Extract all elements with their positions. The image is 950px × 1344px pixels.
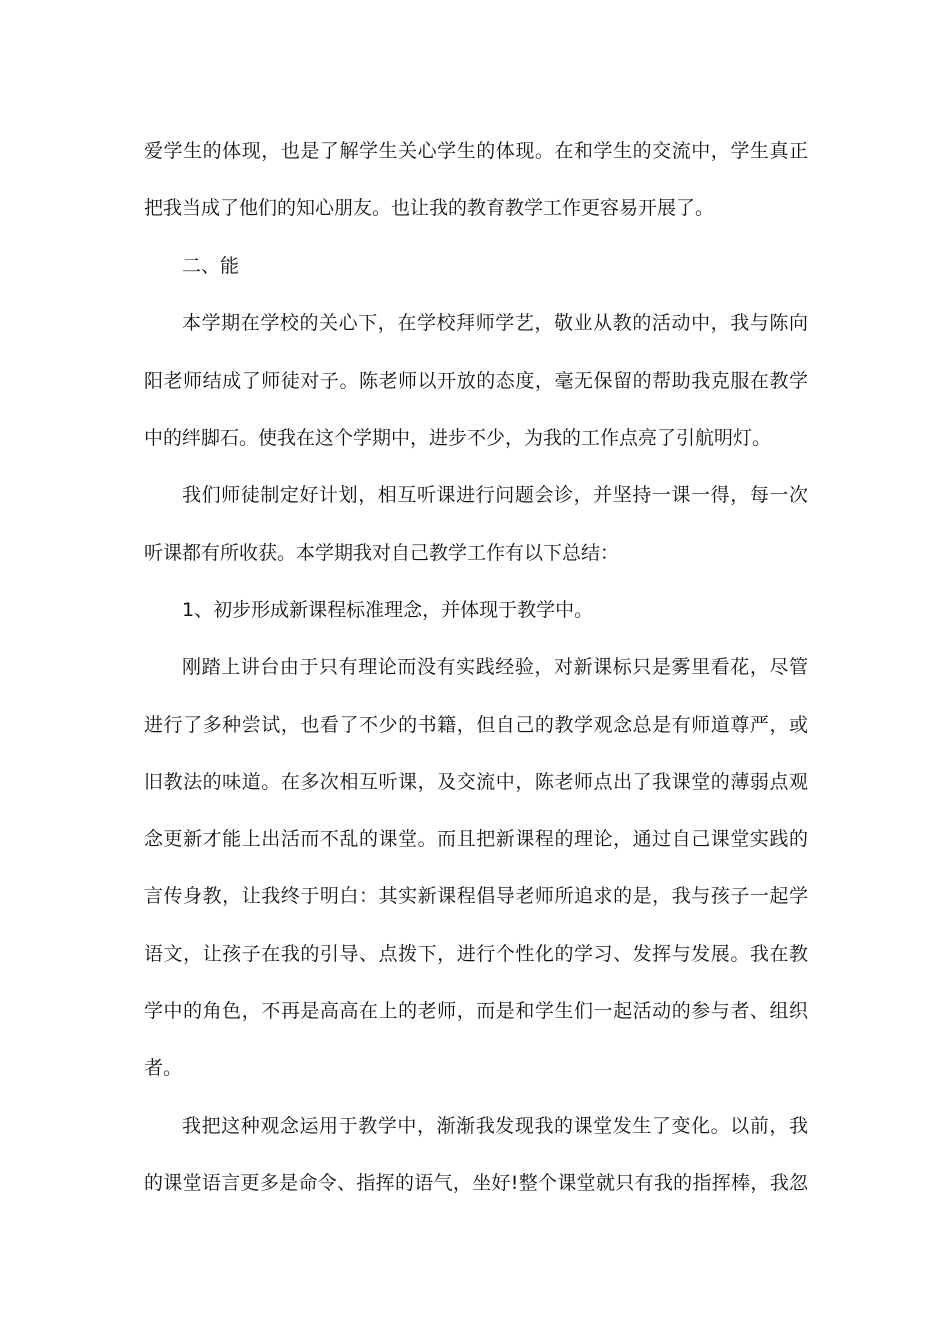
text-line: 语文，让孩子在我的引导、点拨下，进行个性化的学习、发挥与发展。我在教 [144, 943, 808, 965]
text-line: 刚踏上讲台由于只有理论而没有实践经验，对新课标只是雾里看花，尽管 [182, 656, 808, 678]
text-line: 念更新才能上出活而不乱的课堂。而且把新课程的理论，通过自己课堂实践的 [144, 828, 808, 850]
text-line: 听课都有所收获。本学期我对自己教学工作有以下总结： [144, 542, 620, 564]
text-line: 爱学生的体现，也是了解学生关心学生的体现。在和学生的交流中，学生真正 [144, 140, 808, 162]
text-line: 本学期在学校的关心下，在学校拜师学艺，敬业从教的活动中，我与陈向 [182, 312, 808, 334]
numbered-point: 1、初步形成新课程标准理念，并体现于教学中。 [182, 599, 594, 621]
text-line: 进行了多种尝试，也看了不少的书籍，但自己的教学观念总是有师道尊严，或 [144, 714, 808, 736]
text-line: 阳老师结成了师徒对子。陈老师以开放的态度，毫无保留的帮助我克服在教学 [144, 370, 808, 392]
section-heading: 二、能 [182, 255, 240, 277]
text-line: 我们师徒制定好计划，相互听课进行问题会诊，并坚持一课一得，每一次 [182, 484, 808, 506]
text-line: 者。 [144, 1057, 183, 1079]
text-line: 学中的角色，不再是高高在上的老师，而是和学生们一起活动的参与者、组织 [144, 1000, 808, 1022]
text-line: 旧教法的味道。在多次相互听课，及交流中，陈老师点出了我课堂的薄弱点观 [144, 771, 808, 793]
text-line: 把我当成了他们的知心朋友。也让我的教育教学工作更容易开展了。 [144, 197, 715, 219]
text-line: 我把这种观念运用于教学中，渐渐我发现我的课堂发生了变化。以前，我 [182, 1115, 808, 1137]
text-line: 中的绊脚石。使我在这个学期中，进步不少，为我的工作点亮了引航明灯。 [144, 427, 772, 449]
text-line: 言传身教，让我终于明白：其实新课程倡导老师所追求的是，我与孩子一起学 [144, 885, 808, 907]
text-line: 的课堂语言更多是命令、指挥的语气，坐好!整个课堂就只有我的指挥棒，我忽 [144, 1172, 808, 1194]
